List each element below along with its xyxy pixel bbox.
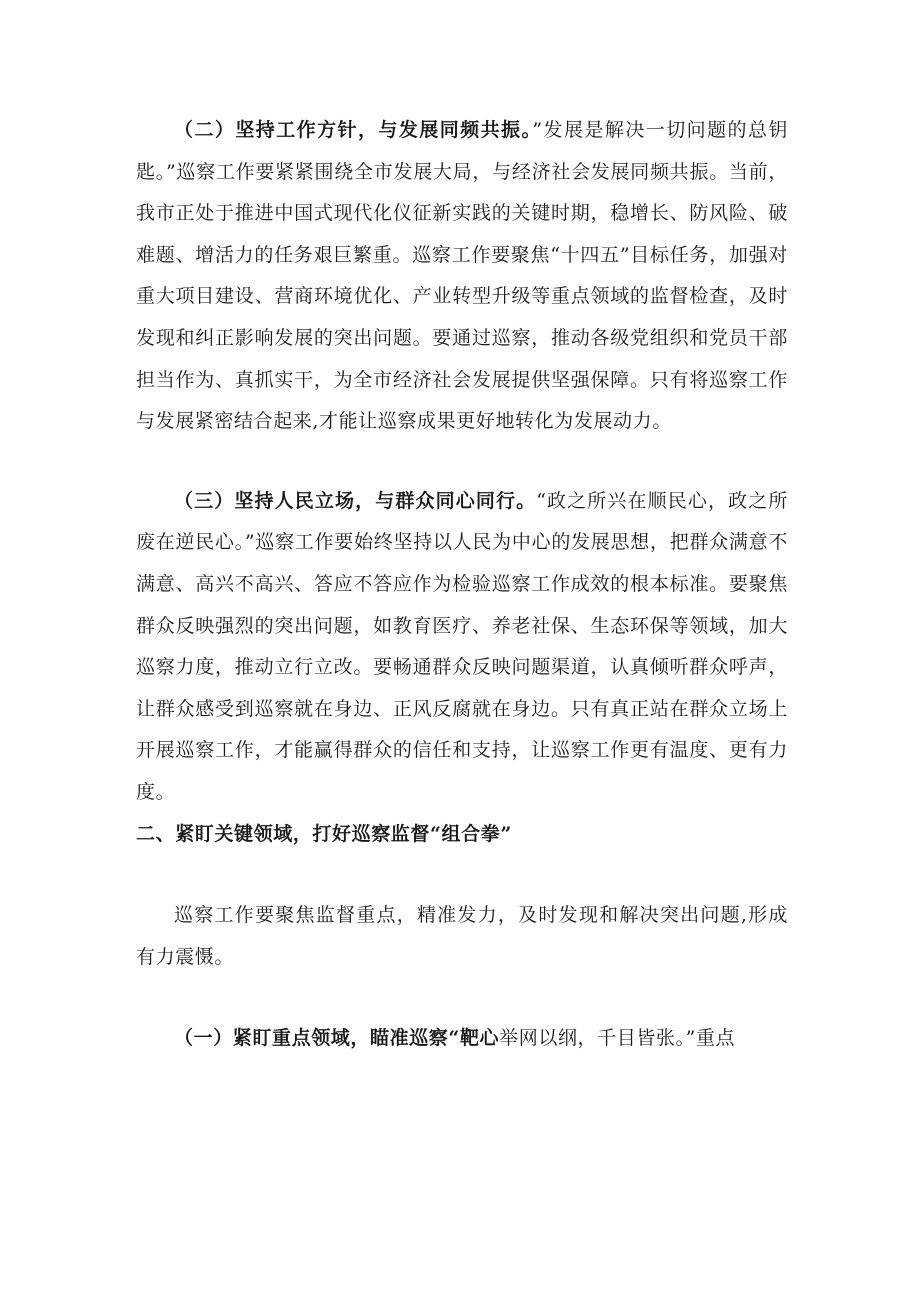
paragraph-principle-body: ”发展是解决一切问题的总钥匙。”巡察工作要紧紧围绕全市发展大局，与经济社会发展同频共振。当前，我市正处于推进中国式现代化仪征新实践的关键时期，稳增长、防风险、破难题、增活力的任务艰巨繁重。巡察工作要聚焦“十四五”目标任务，加强对重大项目建设、营商环境优化、产业转型升级等重点领域的监督检查，及时发现和纠正影响发展的突出问题。要通过巡察，推动各级党组织和党员干部担当作为、真抓实干，为全市经济社会发展提供坚强保障。只有将巡察工作与发展紧密结合起来,才能让巡察成果更好地转化为发展动力。 [136, 119, 788, 433]
paragraph-key-areas [136, 1018, 788, 1060]
paragraph-key-areas-lead: （一）紧盯重点领域，瞄准巡察“靶心 [174, 1027, 500, 1050]
section-heading: 二、紧盯关键领域，打好巡察监督“组合拳” [136, 822, 512, 845]
paragraph-principle [136, 110, 788, 443]
paragraph-people [136, 481, 788, 814]
paragraph-people-body: “政之所兴在顺民心，政之所废在逆民心。”巡察工作要始终坚持以人民为中心的发展思想，把群众满意不满意、高兴不高兴、答应不答应作为检验巡察工作成效的根本标准。要聚焦群众反映强烈的突出问题，如教育医疗、养老社保、生态环保等领域，加大巡察力度，推动立行立改。要畅通群众反映问题渠道，认真倾听群众呼声，让群众感受到巡察就在身边、正风反腐就在身边。只有真正站在群众立场上开展巡察工作，才能赢得群众的信任和支持，让巡察工作更有温度、更有力度。 [136, 489, 789, 803]
paragraph-principle-lead: （二）坚持工作方针，与发展同频共振。 [174, 119, 533, 141]
paragraph-key-areas-body: 举网以纲，千目皆张。”重点 [499, 1027, 736, 1050]
paragraph-people-lead: （三）坚持人民立场，与群众同心同行。 [174, 489, 537, 512]
paragraph-intro: 巡察工作要聚焦监督重点，精准发力，及时发现和解决突出问题,形成有力震慑。 [136, 904, 788, 968]
document-page [136, 110, 788, 1060]
